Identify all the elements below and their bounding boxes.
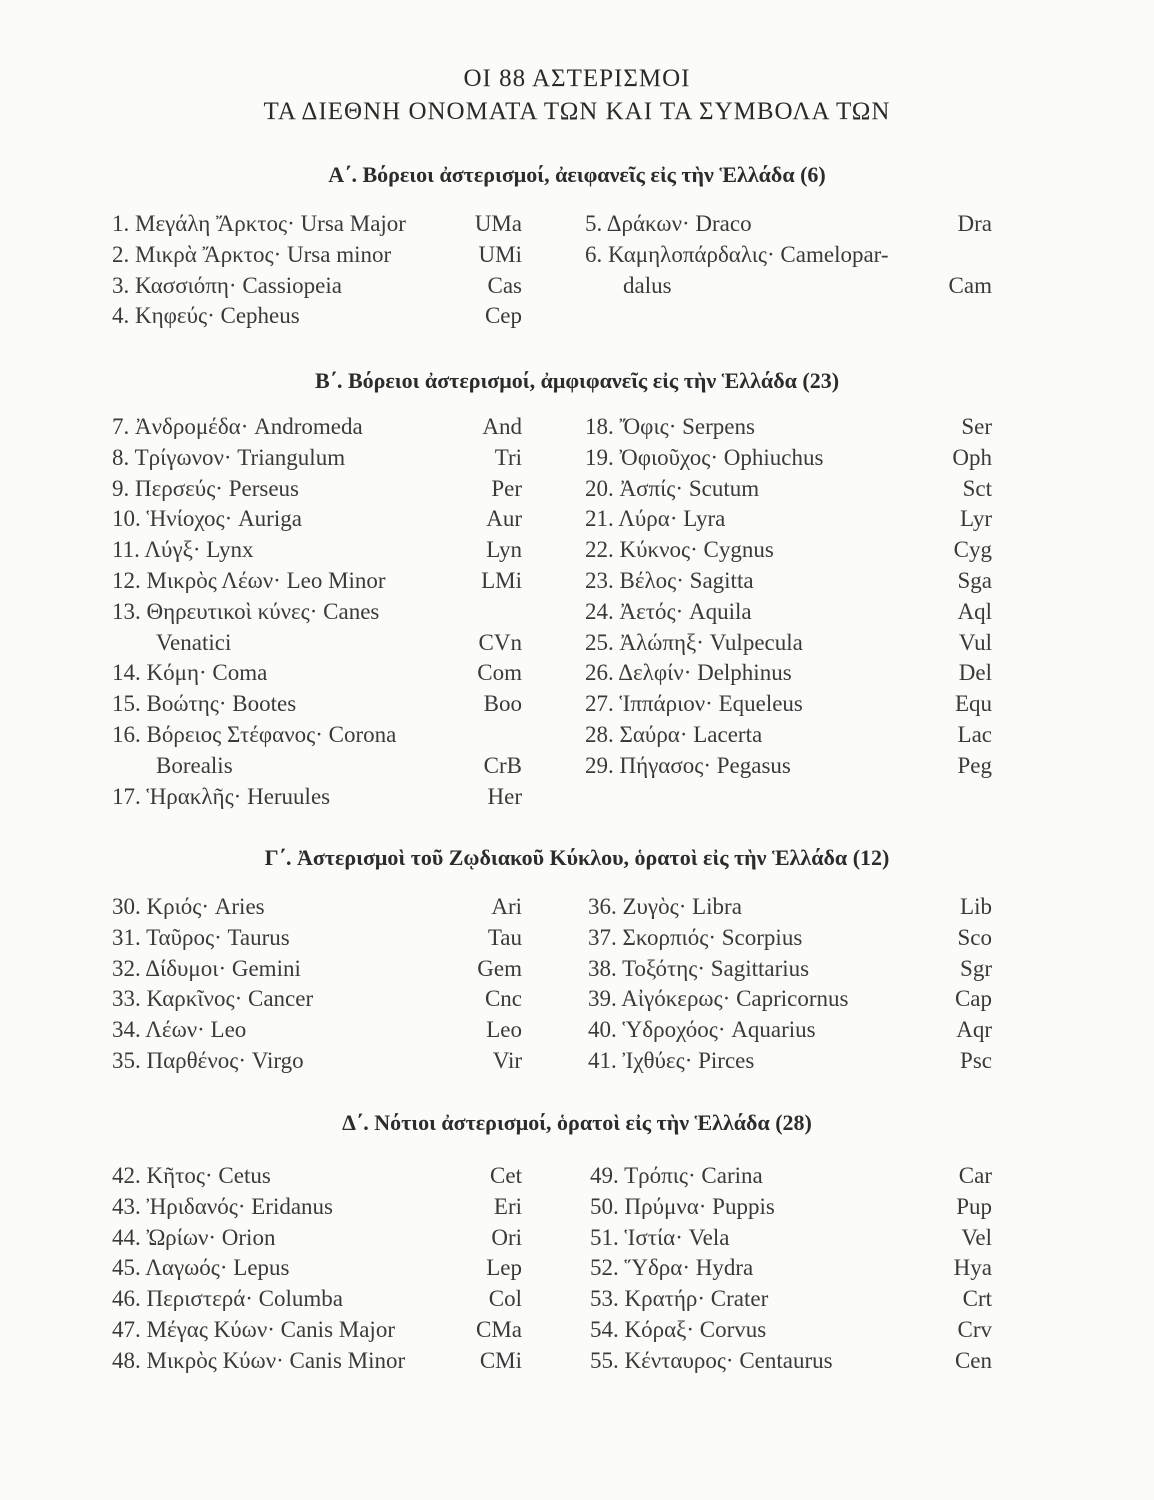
list-item: 19. Ὀφιοῦχος· Ophiuchus Oph <box>585 444 992 470</box>
list-item: 49. Τρόπις· Carina Car <box>590 1163 992 1188</box>
section-heading-a: Α΄. Βόρειοι ἀστερισμοί, ἀειφανεῖς εἰς τὴν Ἑλλάδα (6) <box>328 162 826 187</box>
section-a-left-list <box>112 209 522 332</box>
list-item: 12. Μικρὸς Λέων· Leo Minor LMi <box>112 567 522 593</box>
list-item: 40. Ὑδροχόος· Aquarius Aqr <box>588 1017 992 1043</box>
list-item: 23. Βέλος· Sagitta Sga <box>585 567 992 593</box>
list-item: 50. Πρύμνα· Puppis Pup <box>590 1193 992 1219</box>
list-item: 9. Περσεύς· Perseus Per <box>112 475 522 501</box>
list-item: 53. Κρατήρ· Crater Crt <box>590 1286 992 1312</box>
list-item: 48. Μικρὸς Κύων· Canis Minor CMi <box>112 1347 522 1373</box>
list-item: 18. Ὄφις· Serpens Ser <box>585 414 992 439</box>
list-item: 25. Ἀλώπηξ· Vulpecula Vul <box>585 629 992 655</box>
list-item: 28. Σαύρα· Lacerta Lac <box>585 721 992 747</box>
list-item: 15. Βοώτης· Bootes Boo <box>112 691 522 717</box>
list-item: Borealis CrB <box>156 752 522 778</box>
list-item: 26. Δελφίν· Delphinus Del <box>585 660 992 686</box>
list-item: 5. Δράκων· Draco Dra <box>585 211 992 236</box>
list-item: 30. Κριός· Aries Ari <box>112 894 522 919</box>
list-item: 16. Βόρειος Στέφανος· Corona <box>112 721 397 747</box>
list-item: 36. Ζυγὸς· Libra Lib <box>588 894 992 919</box>
list-item: 38. Τοξότης· Sagittarius Sgr <box>588 955 992 981</box>
section-b-right-list <box>585 412 992 782</box>
list-item: 42. Κῆτος· Cetus Cet <box>112 1163 522 1188</box>
list-item: 33. Καρκῖνος· Cancer Cnc <box>112 986 522 1012</box>
list-item: 46. Περιστερά· Columba Col <box>112 1286 522 1312</box>
list-item: 7. Ἀνδρομέδα· Andromeda And <box>112 414 522 439</box>
list-item: 34. Λέων· Leo Leo <box>112 1017 522 1043</box>
section-c-left-list <box>112 892 522 1077</box>
document-title <box>0 62 1154 128</box>
list-item: Venatici CVn <box>156 629 522 655</box>
list-item: 41. Ἰχθύες· Pirces Psc <box>588 1047 992 1073</box>
section-heading-b: Β΄. Βόρειοι ἀστερισμοί, ἀμφιφανεῖς εἰς τὴν Ἑλλάδα (23) <box>314 368 840 393</box>
list-item: 55. Κένταυρος· Centaurus Cen <box>590 1347 992 1373</box>
list-item: 43. Ἠριδανός· Eridanus Eri <box>112 1193 522 1219</box>
list-item: 20. Ἀσπίς· Scutum Sct <box>585 475 992 501</box>
list-item: 37. Σκορπιός· Scorpius Sco <box>588 924 992 950</box>
list-item: 2. Μικρὰ Ἄρκτος· Ursa minor UMi <box>112 241 522 267</box>
list-item: 14. Κόμη· Coma Com <box>112 660 522 686</box>
section-d-left-list <box>112 1161 522 1377</box>
list-item: 51. Ἱστία· Vela Vel <box>590 1224 992 1250</box>
list-item: 31. Ταῦρος· Taurus Tau <box>112 924 522 950</box>
list-item: 10. Ἡνίοχος· Auriga Aur <box>112 506 522 532</box>
list-item: 27. Ἱππάριον· Equeleus Equ <box>585 691 992 717</box>
list-item: 54. Κόραξ· Corvus Crv <box>590 1316 992 1342</box>
section-c-right-list <box>588 892 992 1077</box>
list-item: 35. Παρθένος· Virgo Vir <box>112 1047 522 1073</box>
section-heading-c: Γ΄. Ἀστερισμοὶ τοῦ Ζῳδιακοῦ Κύκλου, ὁρατοὶ εἰς τὴν Ἑλλάδα (12) <box>264 845 890 870</box>
section-d-right-list <box>590 1161 992 1377</box>
list-item: 3. Κασσιόπη· Cassiopeia Cas <box>112 272 522 298</box>
section-a-right-list <box>585 209 992 301</box>
list-item: 8. Τρίγωνον· Triangulum Tri <box>112 444 522 470</box>
list-item: 52. Ὕδρα· Hydra Hya <box>590 1255 992 1281</box>
list-item: 13. Θηρευτικοὶ κύνες· Canes <box>112 598 380 624</box>
list-item: 1. Μεγάλη Ἄρκτος· Ursa Major UMa <box>112 211 522 236</box>
list-item: 39. Αἰγόκερως· Capricornus Cap <box>588 986 992 1012</box>
list-item: 24. Ἀετός· Aquila Aql <box>585 598 992 624</box>
list-item: 32. Δίδυμοι· Gemini Gem <box>112 955 522 981</box>
list-item: 29. Πήγασος· Pegasus Peg <box>585 752 992 778</box>
list-item: 6. Καμηλοπάρδαλις· Camelopar- <box>585 241 889 267</box>
section-b-left-list <box>112 412 522 812</box>
list-item: 47. Μέγας Κύων· Canis Major CMa <box>112 1316 522 1342</box>
list-item: dalus Cam <box>623 272 992 298</box>
list-item: 4. Κηφεύς· Cepheus Cep <box>112 303 522 329</box>
list-item: 22. Κύκνος· Cygnus Cyg <box>585 537 992 563</box>
list-item: 21. Λύρα· Lyra Lyr <box>585 506 992 532</box>
list-item: 44. Ὠρίων· Orion Ori <box>112 1224 522 1250</box>
list-item: 45. Λαγωός· Lepus Lep <box>112 1255 522 1281</box>
list-item: 17. Ἡρακλῆς· Heruules Her <box>112 783 522 809</box>
title-line-2: ΤΑ ΔΙΕΘΝΗ ΟΝΟΜΑΤΑ ΤΩΝ ΚΑΙ ΤΑ ΣΥΜΒΟΛΑ ΤΩΝ <box>263 98 891 125</box>
list-item: 11. Λύγξ· Lynx Lyn <box>112 537 522 563</box>
section-heading-d: Δ΄. Νότιοι ἀστερισμοί, ὁρατοὶ εἰς τὴν Ἑλλάδα (28) <box>342 1110 812 1135</box>
title-line-1: ΟΙ 88 ΑΣΤΕΡΙΣΜΟΙ <box>463 65 691 92</box>
